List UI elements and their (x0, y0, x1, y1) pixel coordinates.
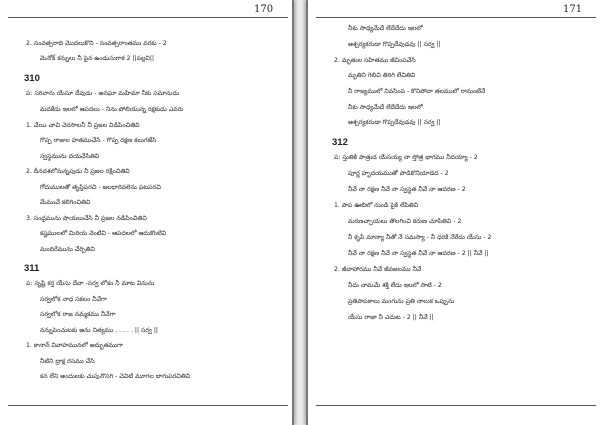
text-line: 2. దీనదశలోనున్నపుడు నీ ప్రజల రక్షించితివి (26, 168, 130, 175)
text-line: నన్నుపెంచుటకు అను నిత్యము . . . . . || సర్వ || (40, 327, 158, 334)
text-line: నీ రాజ్యములో నివసింప - కొనిపోవా తలములో రానుంటేనే (348, 88, 486, 95)
text-line: మరణచ్ఛాయలు తొలగించి కరుణ చూపితివి - 2 (348, 218, 462, 225)
page-number: 170 (254, 4, 274, 15)
text-line: నీదు నామమే శక్తి లేదు ఇలలో సాటి - 2 (348, 282, 442, 289)
header-rule (8, 17, 288, 18)
text-line: యేసు రాజా నీ ఎదుట - 2 || నీవే || (348, 314, 434, 321)
page-number: 171 (563, 4, 583, 15)
text-line: కష్టములలో మిరియ వెంటివి - ఆపదలలో ఆదుకొంటివి (40, 230, 167, 237)
text-line: నీకు సాధ్యమేదే లేదేదేదు ఇలలో (348, 25, 423, 32)
book-gutter (294, 0, 306, 425)
text-line: గోదుములతో తృప్తిపరచి - జలధారివలెను ఫటపరచి (40, 184, 161, 191)
text-line: మందిరేమును చేర్చితివి (40, 246, 95, 253)
text-line: కన లేని అందులకు చుపునొసగి - చెవిటి మూగల బాగుపరచితివి (40, 373, 191, 380)
text-line: మేముచే కలిగించితివి (40, 199, 91, 206)
text-line: నీ కృపే మాన్యా నీతో నే సమస్యా - నీ ధరకి నేరేదు యేసు - 2 (348, 234, 492, 241)
text-line: నీటిని ద్రాక్ష రసము చేసి (40, 358, 95, 365)
header-rule (316, 17, 596, 18)
text-line: 1. కానాన్ వివాహమునలో అద్భుతముగా (26, 342, 123, 349)
text-line: 1. చేయి చాచి చెరసాలనీ నీ ప్రజల విడిపించితివి (26, 122, 140, 129)
song-number: 312 (332, 137, 348, 148)
text-line: 2. మృతుల సహితము జీవింపచేసి (334, 57, 416, 64)
text-line: ఆశ్చర్యకరుడా గొప్పదేవుడవు || సర్వ || (348, 41, 441, 48)
text-line: 1. పాప ఊబిలో నుండి పైకి లేపితివి (334, 202, 419, 209)
text-line: ప్రతిపాపకాలు మంగును ప్రతి నాలుక ఒప్పును (348, 298, 455, 305)
text-line: సర్వలోక రాజ నమ్మకము నీవేగా (40, 311, 116, 318)
text-line: ఆశ్చర్యకరుడా గొప్పదేవుడవు || సర్వ || (348, 119, 441, 126)
text-line: నీవే నా రక్షణ నీవే నా స్వస్థత నీవే నా ఆదరణ - 2 (348, 186, 466, 193)
text-line: గొప్ప రాజుల హతముచేసి - గొప్ప రక్షణ కలుగజేసి (40, 137, 157, 144)
text-line: నీకు సాధ్యమేదే లేదేదేదు ఇలలో (348, 104, 423, 111)
text-line: మదకేదు ఇలలో ఆపదలు - నిను పోలియున్న రక్షకుడు ఎవరు (40, 106, 184, 113)
footer-rule (8, 405, 288, 406)
text-line: పూర్ణ హృదయముతో పాడికొనియాడెద - 2 (348, 170, 449, 177)
left-page (0, 0, 294, 425)
text-line: ప: సరివారు యేసూ దేవుడు - అనఘా మహిమా నీకు సమానుడు (26, 90, 180, 97)
text-line: ప: స్తుతికి పాత్రుడ యేసయ్య నా స్తోత్ర భాగము నీదయ్యా - 2 (334, 154, 478, 161)
text-line: స్వస్థమును దయచేసితివి (40, 153, 100, 160)
song-number: 310 (24, 73, 40, 84)
right-page (306, 0, 600, 425)
text-line: నీవే నా రక్షణ నీవే నా స్వస్థత నీవే నా ఆదరణ - 2 || నీవే || (348, 250, 489, 257)
text-line: మెనోక్ కన్నులు నీ పైన ఉండుసుగాక 2 ||పల్లవి|| (40, 55, 155, 62)
text-line: ప: సృష్టి కర్త యేసు దేవా -సర్వ లోకం నీ మాట వినును (26, 280, 155, 287)
text-line: మృతిని గెలిచి తిరిగి లేచితివి (348, 72, 416, 79)
text-line: 2. జీవాహారము నీవే జీవజలము నీవే (334, 266, 422, 273)
footer-rule (316, 405, 596, 406)
text-line: సర్వలోక నాధ సకలం నీవేగా (40, 296, 107, 303)
text-line: 3. సంధ్రమును పాయలుచేసి నీ ప్రజల నడిపించితివి (26, 215, 147, 222)
text-line: 2. సంవత్సరాది మొదలుకొని - సంవత్సరాంతము వరకు - 2 (26, 40, 167, 47)
song-number: 311 (24, 263, 40, 274)
